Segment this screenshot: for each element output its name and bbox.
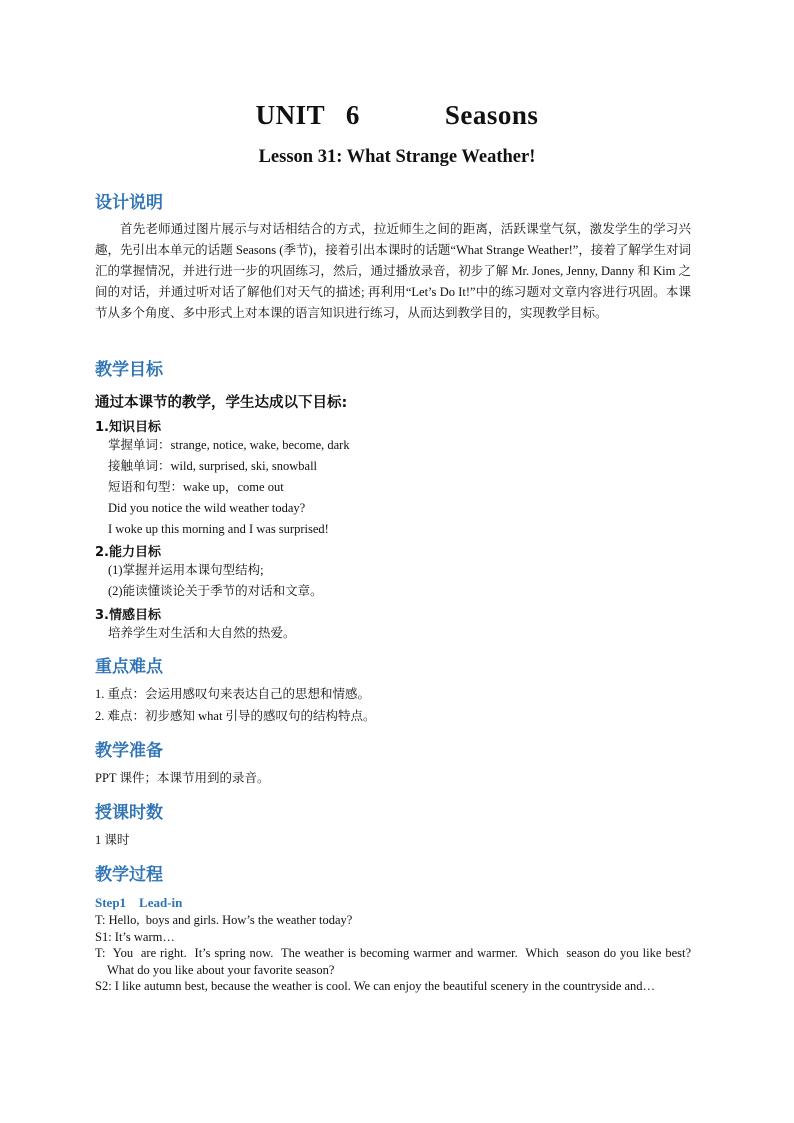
ability-heading: 2.能力目标 [95,545,161,560]
knowledge-line: Did you notice the wild weather today? [108,501,306,515]
dialogue-line: S2: I like autumn best, because the weather is cool. We can enjoy the beautiful scenery in the countryside and… [95,979,656,993]
unit-title: UNIT 6 Seasons [255,100,539,130]
hours-heading: 授课时数 [95,803,163,823]
key-point-line: 1. 重点：会运用感叹句来表达自己的思想和情感。 [95,687,371,701]
goals-lead: 通过本课节的教学，学生达成以下目标: [95,395,348,411]
hours-text: 1 课时 [95,833,130,847]
key-points-heading: 重点难点 [95,657,163,677]
emotion-heading: 3.情感目标 [95,608,161,623]
process-heading: 教学过程 [95,865,163,885]
lesson-title: Lesson 31: What Strange Weather! [258,147,536,167]
design-paragraph: 首先老师通过图片展示与对话相结合的方式，拉近师生之间的距离，活跃课堂气氛，激发学生的学习兴趣，先引出本单元的话题 Seasons (季节)，接着引出本课时的话题“What Strange Weather!”，接着了解学生对词汇的掌握情况，并进行进一步的巩固练习，然后，通过播放录音，初步了解 Mr. Jones, Jenny, Danny 和 Kim 之间的对话，并通过听对话了解他们对天气的描述; 再利用“Let’s Do It!”中的练习题对文章内容进行巩固。本课节从多个角度、多中形式上对本课的语言知识进行练习，从而达到教学目的，实现教学目标。 [95,222,691,320]
knowledge-line: 接触单词：wild, surprised, ski, snowball [108,459,318,473]
goals-heading: 教学目标 [95,360,163,380]
design-heading: 设计说明 [95,193,163,213]
dialogue-line: T: You are right. It’s spring now. The weather is becoming warmer and warmer. Which season do you like best? What do you like about your favorite season? [95,946,694,977]
knowledge-line: 短语和句型：wake up，come out [108,480,284,494]
ability-line: (2)能读懂谈论关于季节的对话和文章。 [108,584,323,598]
knowledge-line: 掌握单词：strange, notice, wake, become, dark [108,438,350,452]
preparation-text: PPT 课件；本课节用到的录音。 [95,771,270,785]
step1-heading: Step1 Lead-in [95,895,183,910]
key-point-line: 2. 难点：初步感知 what 引导的感叹句的结构特点。 [95,709,376,723]
emotion-line: 培养学生对生活和大自然的热爱。 [108,626,296,640]
preparation-heading: 教学准备 [95,741,163,761]
knowledge-heading: 1.知识目标 [95,420,161,435]
dialogue-line: T: Hello, boys and girls. How’s the weather today? [95,913,353,927]
knowledge-line: I woke up this morning and I was surprised! [108,522,329,536]
dialogue-line: S1: It’s warm… [95,930,175,944]
ability-line: (1)掌握并运用本课句型结构; [108,563,264,577]
